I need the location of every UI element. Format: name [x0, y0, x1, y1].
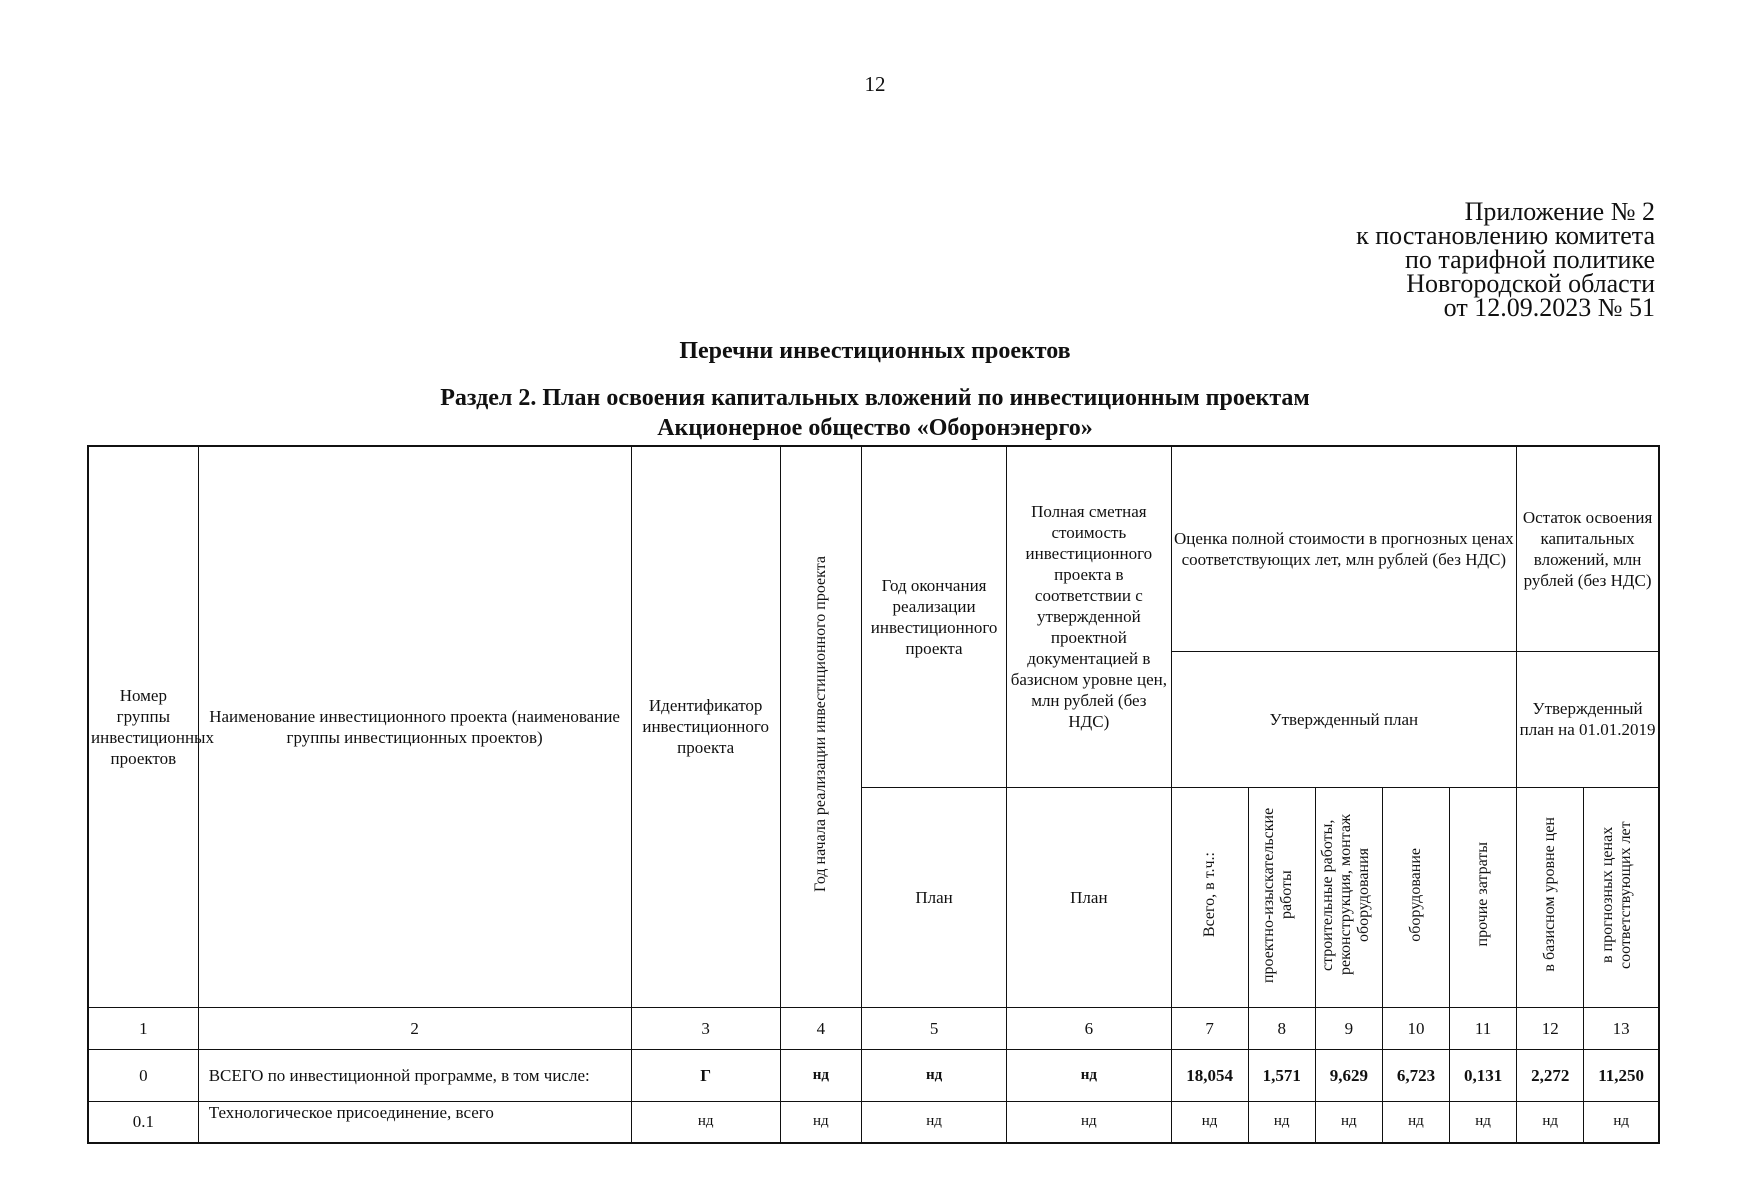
section-title-line-1: Раздел 2. План освоения капитальных вложений по инвестиционным проектам — [440, 385, 1310, 411]
row-number: 0.1 — [88, 1101, 198, 1143]
row-other: 0,131 — [1450, 1049, 1517, 1101]
column-number: 8 — [1248, 1007, 1315, 1049]
header-construction: строительные работы, реконструкция, монтаж оборудования — [1318, 814, 1372, 975]
section-title-line-2: Акционерное общество «Оборонэнерго» — [657, 415, 1093, 441]
row-name: Технологическое присоединение, всего — [198, 1101, 631, 1143]
appendix-line-3: по тарифной политике — [1405, 245, 1655, 274]
row-other: нд — [1450, 1101, 1517, 1143]
appendix-block — [1356, 197, 1655, 322]
header-end-year: Год окончания реализации инвестиционного проекта — [861, 446, 1006, 787]
header-total-cell — [1171, 787, 1248, 1007]
header-identifier: Идентификатор инвестиционного проекта — [631, 446, 780, 1007]
row-identifier: Г — [631, 1049, 780, 1101]
row-end-year: нд — [861, 1101, 1006, 1143]
row-forecast-prices: нд — [1584, 1101, 1659, 1143]
column-number: 4 — [780, 1007, 861, 1049]
column-number: 3 — [631, 1007, 780, 1049]
header-remaining: Остаток освоения капитальных вложений, млн рублей (без НДС) — [1517, 446, 1659, 651]
column-number-row — [88, 1007, 1659, 1049]
appendix-line-4: Новгородской области — [1406, 269, 1655, 298]
row-start-year: нд — [780, 1049, 861, 1101]
row-name: ВСЕГО по инвестиционной программе, в том числе: — [198, 1049, 631, 1101]
row-total: нд — [1171, 1101, 1248, 1143]
row-construction: 9,629 — [1315, 1049, 1382, 1101]
column-number: 11 — [1450, 1007, 1517, 1049]
header-full-cost: Полная сметная стоимость инвестиционного проекта в соответствии с утвержденной проектной документацией в базисном уровне цен, млн рублей (без НДС) — [1007, 446, 1171, 787]
header-forecast-cost: Оценка полной стоимости в прогнозных ценах соответствующих лет, млн рублей (без НДС) — [1171, 446, 1517, 651]
appendix-line-2: к постановлению комитета — [1356, 221, 1655, 250]
header-group-number: Номер группы инвестиционных проектов — [88, 446, 198, 1007]
row-full-cost: нд — [1007, 1049, 1171, 1101]
header-total: Всего, в т.ч.: — [1200, 851, 1218, 938]
row-end-year: нд — [861, 1049, 1006, 1101]
header-construction-cell — [1315, 787, 1382, 1007]
row-equipment: нд — [1382, 1101, 1449, 1143]
header-base-prices-cell — [1517, 787, 1584, 1007]
document-title: Перечни инвестиционных проектов — [679, 338, 1071, 364]
column-number: 1 — [88, 1007, 198, 1049]
investment-table — [87, 445, 1660, 1144]
header-project-name: Наименование инвестиционного проекта (наименование группы инвестиционных проектов) — [198, 446, 631, 1007]
row-total: 18,054 — [1171, 1049, 1248, 1101]
row-identifier: нд — [631, 1101, 780, 1143]
header-approved-plan-date: Утвержденный план на 01.01.2019 — [1517, 651, 1659, 787]
row-equipment: 6,723 — [1382, 1049, 1449, 1101]
header-plan-2: План — [1007, 787, 1171, 1007]
column-number: 12 — [1517, 1007, 1584, 1049]
header-other-cell — [1450, 787, 1517, 1007]
header-start-year-cell — [780, 446, 861, 1007]
column-number: 13 — [1584, 1007, 1659, 1049]
header-forecast-prices-cell — [1584, 787, 1659, 1007]
header-forecast-prices: в прогнозных ценах соответствующих лет — [1599, 820, 1635, 969]
row-forecast-prices: 11,250 — [1584, 1049, 1659, 1101]
table-row — [88, 1101, 1659, 1143]
column-number: 9 — [1315, 1007, 1382, 1049]
column-number: 5 — [861, 1007, 1006, 1049]
row-design: нд — [1248, 1101, 1315, 1143]
header-approved-plan: Утвержденный план — [1171, 651, 1517, 787]
row-construction: нд — [1315, 1101, 1382, 1143]
table-row — [88, 1049, 1659, 1101]
appendix-line-1: Приложение № 2 — [1464, 197, 1655, 226]
row-design: 1,571 — [1248, 1049, 1315, 1101]
section-title — [0, 383, 1750, 443]
header-plan: План — [861, 787, 1006, 1007]
column-number: 2 — [198, 1007, 631, 1049]
column-number: 6 — [1007, 1007, 1171, 1049]
header-design-cell — [1248, 787, 1315, 1007]
row-number: 0 — [88, 1049, 198, 1101]
column-number: 10 — [1382, 1007, 1449, 1049]
appendix-line-5: от 12.09.2023 № 51 — [1443, 293, 1655, 322]
header-design: проектно-изыскательские работы — [1259, 806, 1295, 983]
page-number: 12 — [864, 72, 886, 96]
row-base-prices: 2,272 — [1517, 1049, 1584, 1101]
header-equipment: оборудование — [1406, 847, 1424, 942]
column-number: 7 — [1171, 1007, 1248, 1049]
header-equipment-cell — [1382, 787, 1449, 1007]
row-start-year: нд — [780, 1101, 861, 1143]
header-start-year: Год начала реализации инвестиционного проекта — [811, 556, 829, 893]
row-full-cost: нд — [1007, 1101, 1171, 1143]
row-base-prices: нд — [1517, 1101, 1584, 1143]
header-base-prices: в базисном уровне цен — [1541, 817, 1559, 972]
header-other: прочие затраты — [1474, 842, 1492, 947]
